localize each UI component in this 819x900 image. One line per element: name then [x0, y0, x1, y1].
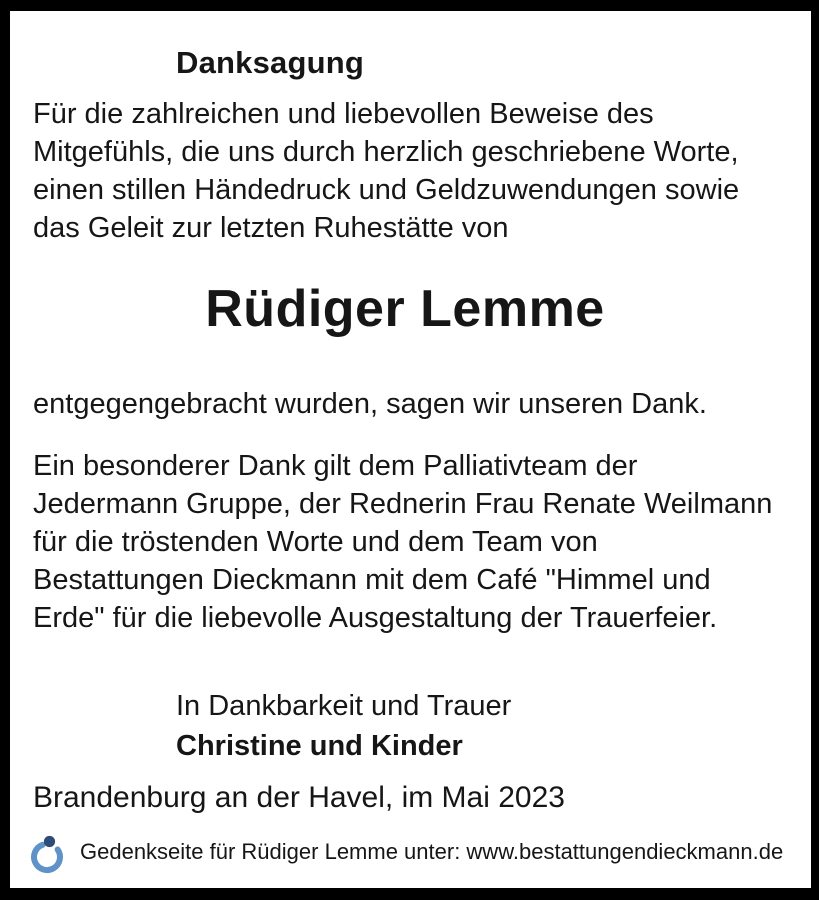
closing-line: In Dankbarkeit und Trauer: [176, 690, 512, 722]
mourners-names: Christine und Kinder: [176, 730, 463, 762]
special-thanks-paragraph: [33, 447, 772, 637]
memorial-icon-dot: [44, 836, 55, 847]
intro-paragraph: [33, 95, 739, 247]
intro-line: einen stillen Händedruck und Geldzuwendungen sowie: [33, 174, 740, 206]
obituary-page: [10, 11, 811, 888]
intro-line: Für die zahlreichen und liebevollen Beweise des: [33, 98, 654, 130]
intro-line: das Geleit zur letzten Ruhestätte von: [33, 212, 509, 244]
memorial-site-icon: [28, 829, 66, 875]
special-thanks-line: Ein besonderer Dank gilt dem Palliativteam der: [33, 450, 638, 482]
deceased-name: Rüdiger Lemme: [205, 280, 605, 338]
special-thanks-line: für die tröstenden Worte und dem Team von: [33, 526, 598, 558]
thanks-line: entgegengebracht wurden, sagen wir unseren Dank.: [33, 388, 707, 420]
intro-line: Mitgefühls, die uns durch herzlich geschriebene Worte,: [33, 136, 739, 168]
memorial-icon-ring: [34, 845, 60, 870]
memorial-footer: [28, 829, 783, 875]
notice-title: Danksagung: [176, 45, 365, 80]
place-and-date: Brandenburg an der Havel, im Mai 2023: [33, 781, 565, 814]
special-thanks-line: Erde" für die liebevolle Ausgestaltung der Trauerfeier.: [33, 602, 718, 634]
special-thanks-line: Bestattungen Dieckmann mit dem Café "Himmel und: [33, 564, 711, 596]
memorial-site-link[interactable]: Gedenkseite für Rüdiger Lemme unter: www.bestattungendieckmann.de: [80, 839, 784, 864]
special-thanks-line: Jedermann Gruppe, der Rednerin Frau Renate Weilmann: [33, 488, 773, 520]
